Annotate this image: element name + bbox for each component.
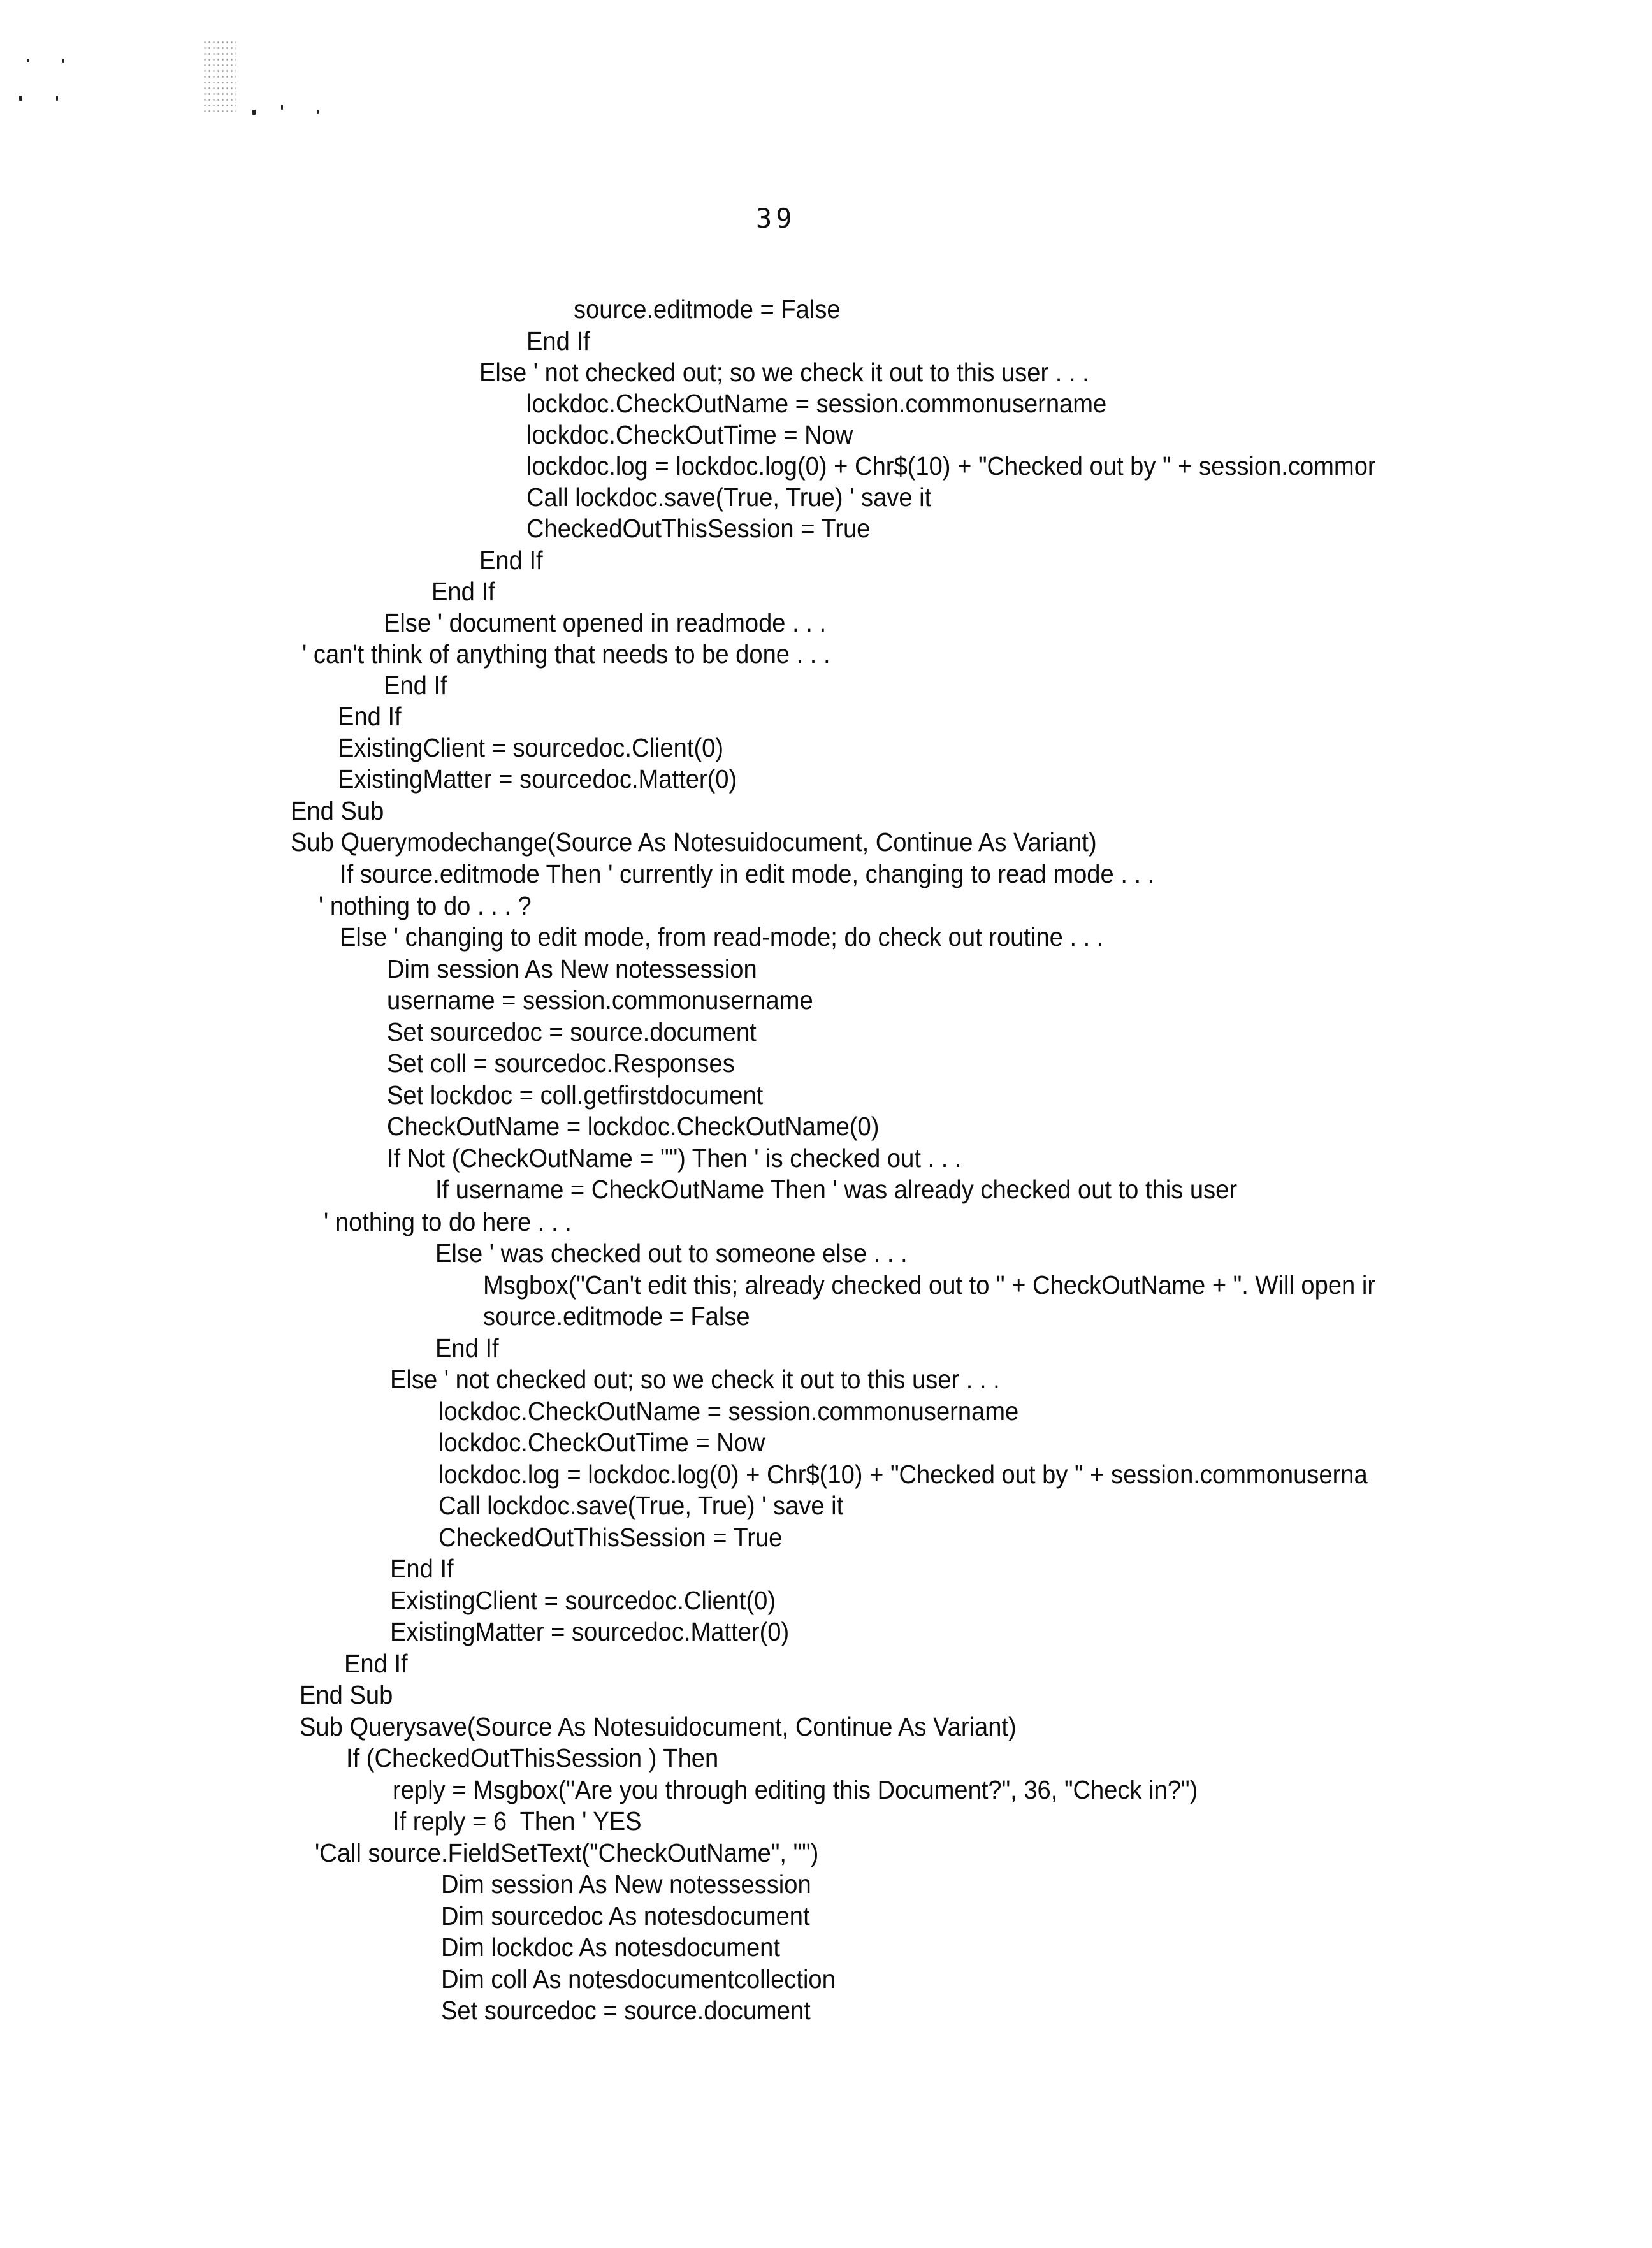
code-line: Else ' was checked out to someone else . . . <box>435 1238 908 1268</box>
code-line: Set lockdoc = coll.getfirstdocument <box>387 1080 764 1110</box>
code-line: ExistingClient = sourcedoc.Client(0) <box>390 1586 776 1615</box>
code-line: username = session.commonusername <box>387 985 813 1015</box>
code-line: Dim lockdoc As notesdocument <box>441 1933 780 1962</box>
code-line: Call lockdoc.save(True, True) ' save it <box>526 482 932 512</box>
code-line: Else ' document opened in readmode . . . <box>384 608 827 637</box>
code-line: Else ' changing to edit mode, from read-mode; do check out routine . . . <box>340 922 1104 952</box>
code-line: End If <box>390 1554 454 1583</box>
code-line: Set sourcedoc = source.document <box>441 1996 811 2025</box>
code-line: lockdoc.CheckOutName = session.commonusername <box>526 389 1107 418</box>
code-line: Dim coll As notesdocumentcollection <box>441 1964 836 1994</box>
code-line: End If <box>338 702 402 731</box>
code-line: If source.editmode Then ' currently in edit mode, changing to read mode . . . <box>340 859 1155 888</box>
code-line: lockdoc.log = lockdoc.log(0) + Chr$(10) + "Checked out by " + session.commor <box>526 451 1376 481</box>
code-line: Dim session As New notessession <box>387 954 757 983</box>
scan-speck <box>19 96 22 101</box>
code-line: End If <box>479 546 543 575</box>
code-line: CheckedOutThisSession = True <box>438 1523 783 1552</box>
scan-speck <box>252 110 256 115</box>
code-line: 'Call source.FieldSetText("CheckOutName", "") <box>315 1838 819 1867</box>
code-line: CheckedOutThisSession = True <box>526 514 871 543</box>
code-line: Dim sourcedoc As notesdocument <box>441 1901 810 1931</box>
code-line: reply = Msgbox("Are you through editing this Document?", 36, "Check in?") <box>393 1775 1198 1804</box>
code-line: ' nothing to do . . . ? <box>319 891 532 920</box>
page-number: 39 <box>756 203 796 234</box>
scan-speck <box>27 59 29 62</box>
code-line: CheckOutName = lockdoc.CheckOutName(0) <box>387 1112 880 1141</box>
code-line: End Sub <box>291 796 384 825</box>
code-line: Msgbox("Can't edit this; already checked out to " + CheckOutName + ". Will open ir <box>483 1270 1376 1300</box>
code-line: source.editmode = False <box>574 294 841 324</box>
code-line: Set coll = sourcedoc.Responses <box>387 1048 735 1078</box>
code-line: Call lockdoc.save(True, True) ' save it <box>438 1491 844 1520</box>
scan-speck <box>56 96 58 101</box>
code-line: ' nothing to do here . . . <box>324 1207 572 1236</box>
code-line: lockdoc.log = lockdoc.log(0) + Chr$(10) + "Checked out by " + session.commonuserna <box>438 1460 1368 1489</box>
code-line: Sub Querymodechange(Source As Notesuidocument, Continue As Variant) <box>291 827 1097 857</box>
code-line: Else ' not checked out; so we check it out to this user . . . <box>479 358 1089 387</box>
scan-speck <box>317 110 319 114</box>
code-line: If (CheckedOutThisSession ) Then <box>346 1743 719 1773</box>
code-line: ExistingMatter = sourcedoc.Matter(0) <box>390 1617 790 1646</box>
code-line: ExistingMatter = sourcedoc.Matter(0) <box>338 764 737 794</box>
code-line: Sub Querysave(Source As Notesuidocument, Continue As Variant) <box>300 1712 1017 1741</box>
scan-speck <box>62 59 64 63</box>
code-line: End If <box>435 1333 499 1363</box>
code-line: If username = CheckOutName Then ' was already checked out to this user <box>435 1175 1238 1204</box>
code-line: Else ' not checked out; so we check it out to this user . . . <box>390 1365 1000 1394</box>
code-line: lockdoc.CheckOutTime = Now <box>438 1428 765 1457</box>
scan-artifact <box>203 40 236 115</box>
code-line: lockdoc.CheckOutTime = Now <box>526 420 853 449</box>
code-line: End If <box>344 1649 408 1678</box>
code-line: ' can't think of anything that needs to be done . . . <box>302 639 830 669</box>
code-line: source.editmode = False <box>483 1302 750 1331</box>
code-line: Dim session As New notessession <box>441 1869 811 1899</box>
code-line: End Sub <box>300 1680 393 1709</box>
code-line: End If <box>431 577 495 606</box>
code-line: If Not (CheckOutName = "") Then ' is checked out . . . <box>387 1143 962 1173</box>
code-line: ExistingClient = sourcedoc.Client(0) <box>338 733 724 762</box>
scan-speck <box>281 105 283 110</box>
code-line: Set sourcedoc = source.document <box>387 1017 757 1047</box>
code-line: lockdoc.CheckOutName = session.commonusername <box>438 1396 1019 1426</box>
code-line: End If <box>526 326 590 356</box>
code-line: End If <box>384 671 447 700</box>
code-line: If reply = 6 Then ' YES <box>393 1806 642 1836</box>
